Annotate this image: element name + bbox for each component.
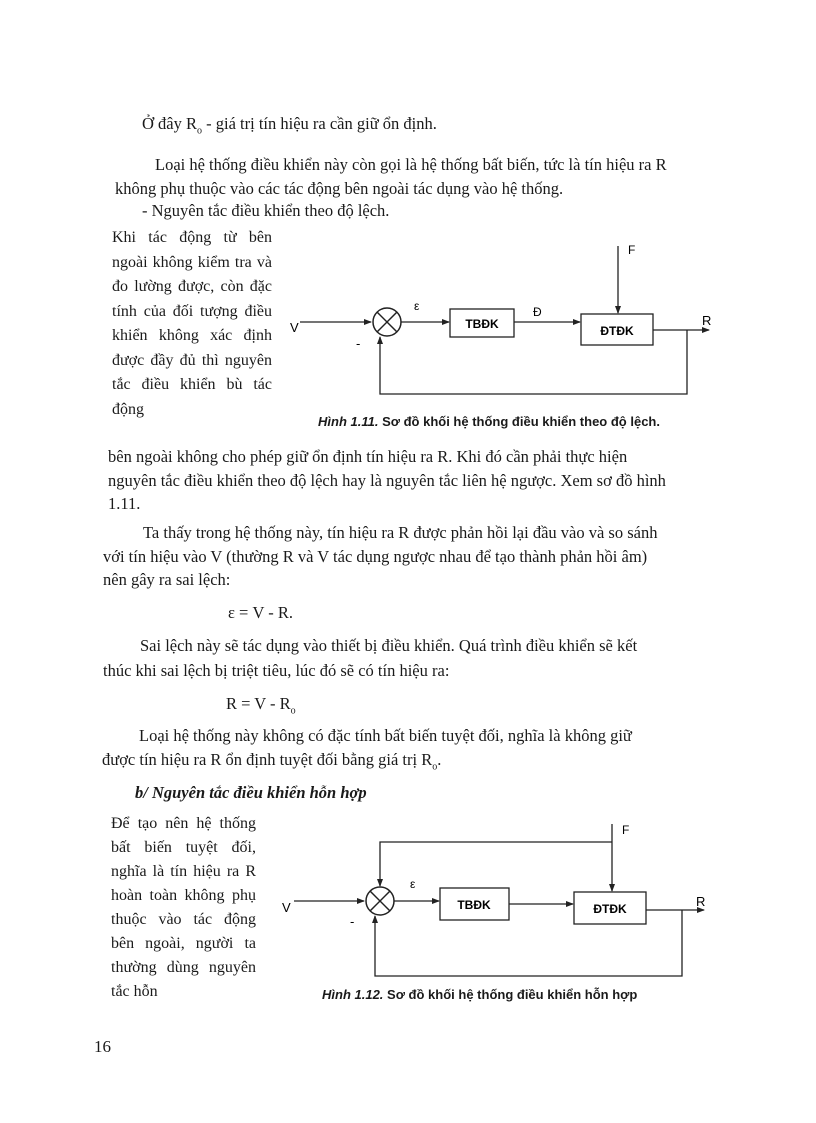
fig2-disturbance-label: F xyxy=(622,823,630,837)
fig2-caption: Hình 1.12. Sơ đồ khối hệ thống điều khiển hỗn hợp xyxy=(322,987,638,1002)
fig1-error-label: ε xyxy=(414,299,420,313)
para-deviation-line1: bên ngoài không cho phép giữ ổn định tín hiệu ra R. Khi đó cần phải thực hiện xyxy=(108,447,628,466)
fig1-summing-junction xyxy=(373,308,401,336)
para-control-line2: thúc khi sai lệch bị triệt tiêu, lúc đó sẽ có tín hiệu ra: xyxy=(103,661,450,680)
fig1-minus-label: - xyxy=(356,336,361,351)
bullet-heading-deviation: - Nguyên tắc điều khiển theo độ lệch. xyxy=(142,201,390,220)
fig2-summing-junction xyxy=(366,887,394,915)
figure-1-12-diagram xyxy=(278,818,718,988)
para-not-invariant-line2: được tín hiệu ra R ổn định tuyệt đối bằng giá trị $R_o$. xyxy=(102,750,442,773)
fig2-block-dtdk-label: ĐTĐK xyxy=(593,902,627,916)
fig1-control-label: Đ xyxy=(533,305,542,319)
fig2-output-label: R xyxy=(696,894,706,909)
figure-1-11-diagram xyxy=(284,236,724,408)
fig1-disturbance-label: F xyxy=(628,243,636,257)
formula-error: ε = V - R. xyxy=(228,603,293,622)
fig2-input-label: V xyxy=(282,900,291,915)
side-text-hybrid: Để tạo nên hệ thống bất biến tuyệt đối, nghĩa là tín hiệu ra R hoàn toàn không phụ thuộc vào tác động bên ngoài, người ta thường dùng nguyên tắc hỗn xyxy=(111,815,256,1000)
fig1-input-label: V xyxy=(290,320,299,335)
para-deviation-line2: nguyên tắc điều khiển theo độ lệch hay là nguyên tắc liên hệ ngược. Xem sơ đồ hình xyxy=(108,471,666,490)
fig2-error-label: ε xyxy=(410,877,416,891)
para-feedback-line1: Ta thấy trong hệ thống này, tín hiệu ra R được phản hồi lại đầu vào và so sánh xyxy=(143,523,658,542)
fig1-block-dtdk-label: ĐTĐK xyxy=(600,324,634,338)
para-not-invariant-line1: Loại hệ thống này không có đặc tính bất biến tuyệt đối, nghĩa là không giữ xyxy=(139,726,632,745)
fig1-caption: Hình 1.11. Sơ đồ khối hệ thống điều khiển theo độ lệch. xyxy=(318,414,660,429)
fig2-minus-label: - xyxy=(350,914,355,929)
fig1-block-tbdk-label: TBĐK xyxy=(465,317,499,331)
page-number: 16 xyxy=(94,1037,111,1056)
side-text-deviation: Khi tác động từ bên ngoài không kiểm tra và đo lường được, còn đặc tính của đối tượng điều khiển không xác định được đầy đủ thì nguyên tắc điều khiển bù tác động xyxy=(112,229,272,418)
para-reference-value: Ở đây $R_o$ - giá trị tín hiệu ra cần giữ ổn định. xyxy=(142,114,437,137)
para-invariant-line1: Loại hệ thống điều khiển này còn gọi là hệ thống bất biến, tức là tín hiệu ra R xyxy=(155,155,667,174)
para-control-line1: Sai lệch này sẽ tác dụng vào thiết bị điều khiển. Quá trình điều khiển sẽ kết xyxy=(140,636,638,655)
para-feedback-line3: nên gây ra sai lệch: xyxy=(103,570,231,589)
para-invariant-line2: không phụ thuộc vào các tác động bên ngoài tác dụng vào hệ thống. xyxy=(115,179,564,198)
fig2-block-tbdk-label: TBĐK xyxy=(457,898,491,912)
formula-output: $R = V - R_o$ xyxy=(226,694,296,717)
para-feedback-line2: với tín hiệu vào V (thường R và V tác dụng ngược nhau để tạo thành phản hồi âm) xyxy=(103,547,648,566)
fig1-output-label: R xyxy=(702,313,712,328)
heading-hybrid-control: b/ Nguyên tắc điều khiển hỗn hợp xyxy=(135,783,367,802)
para-deviation-line3: 1.11. xyxy=(108,494,141,513)
